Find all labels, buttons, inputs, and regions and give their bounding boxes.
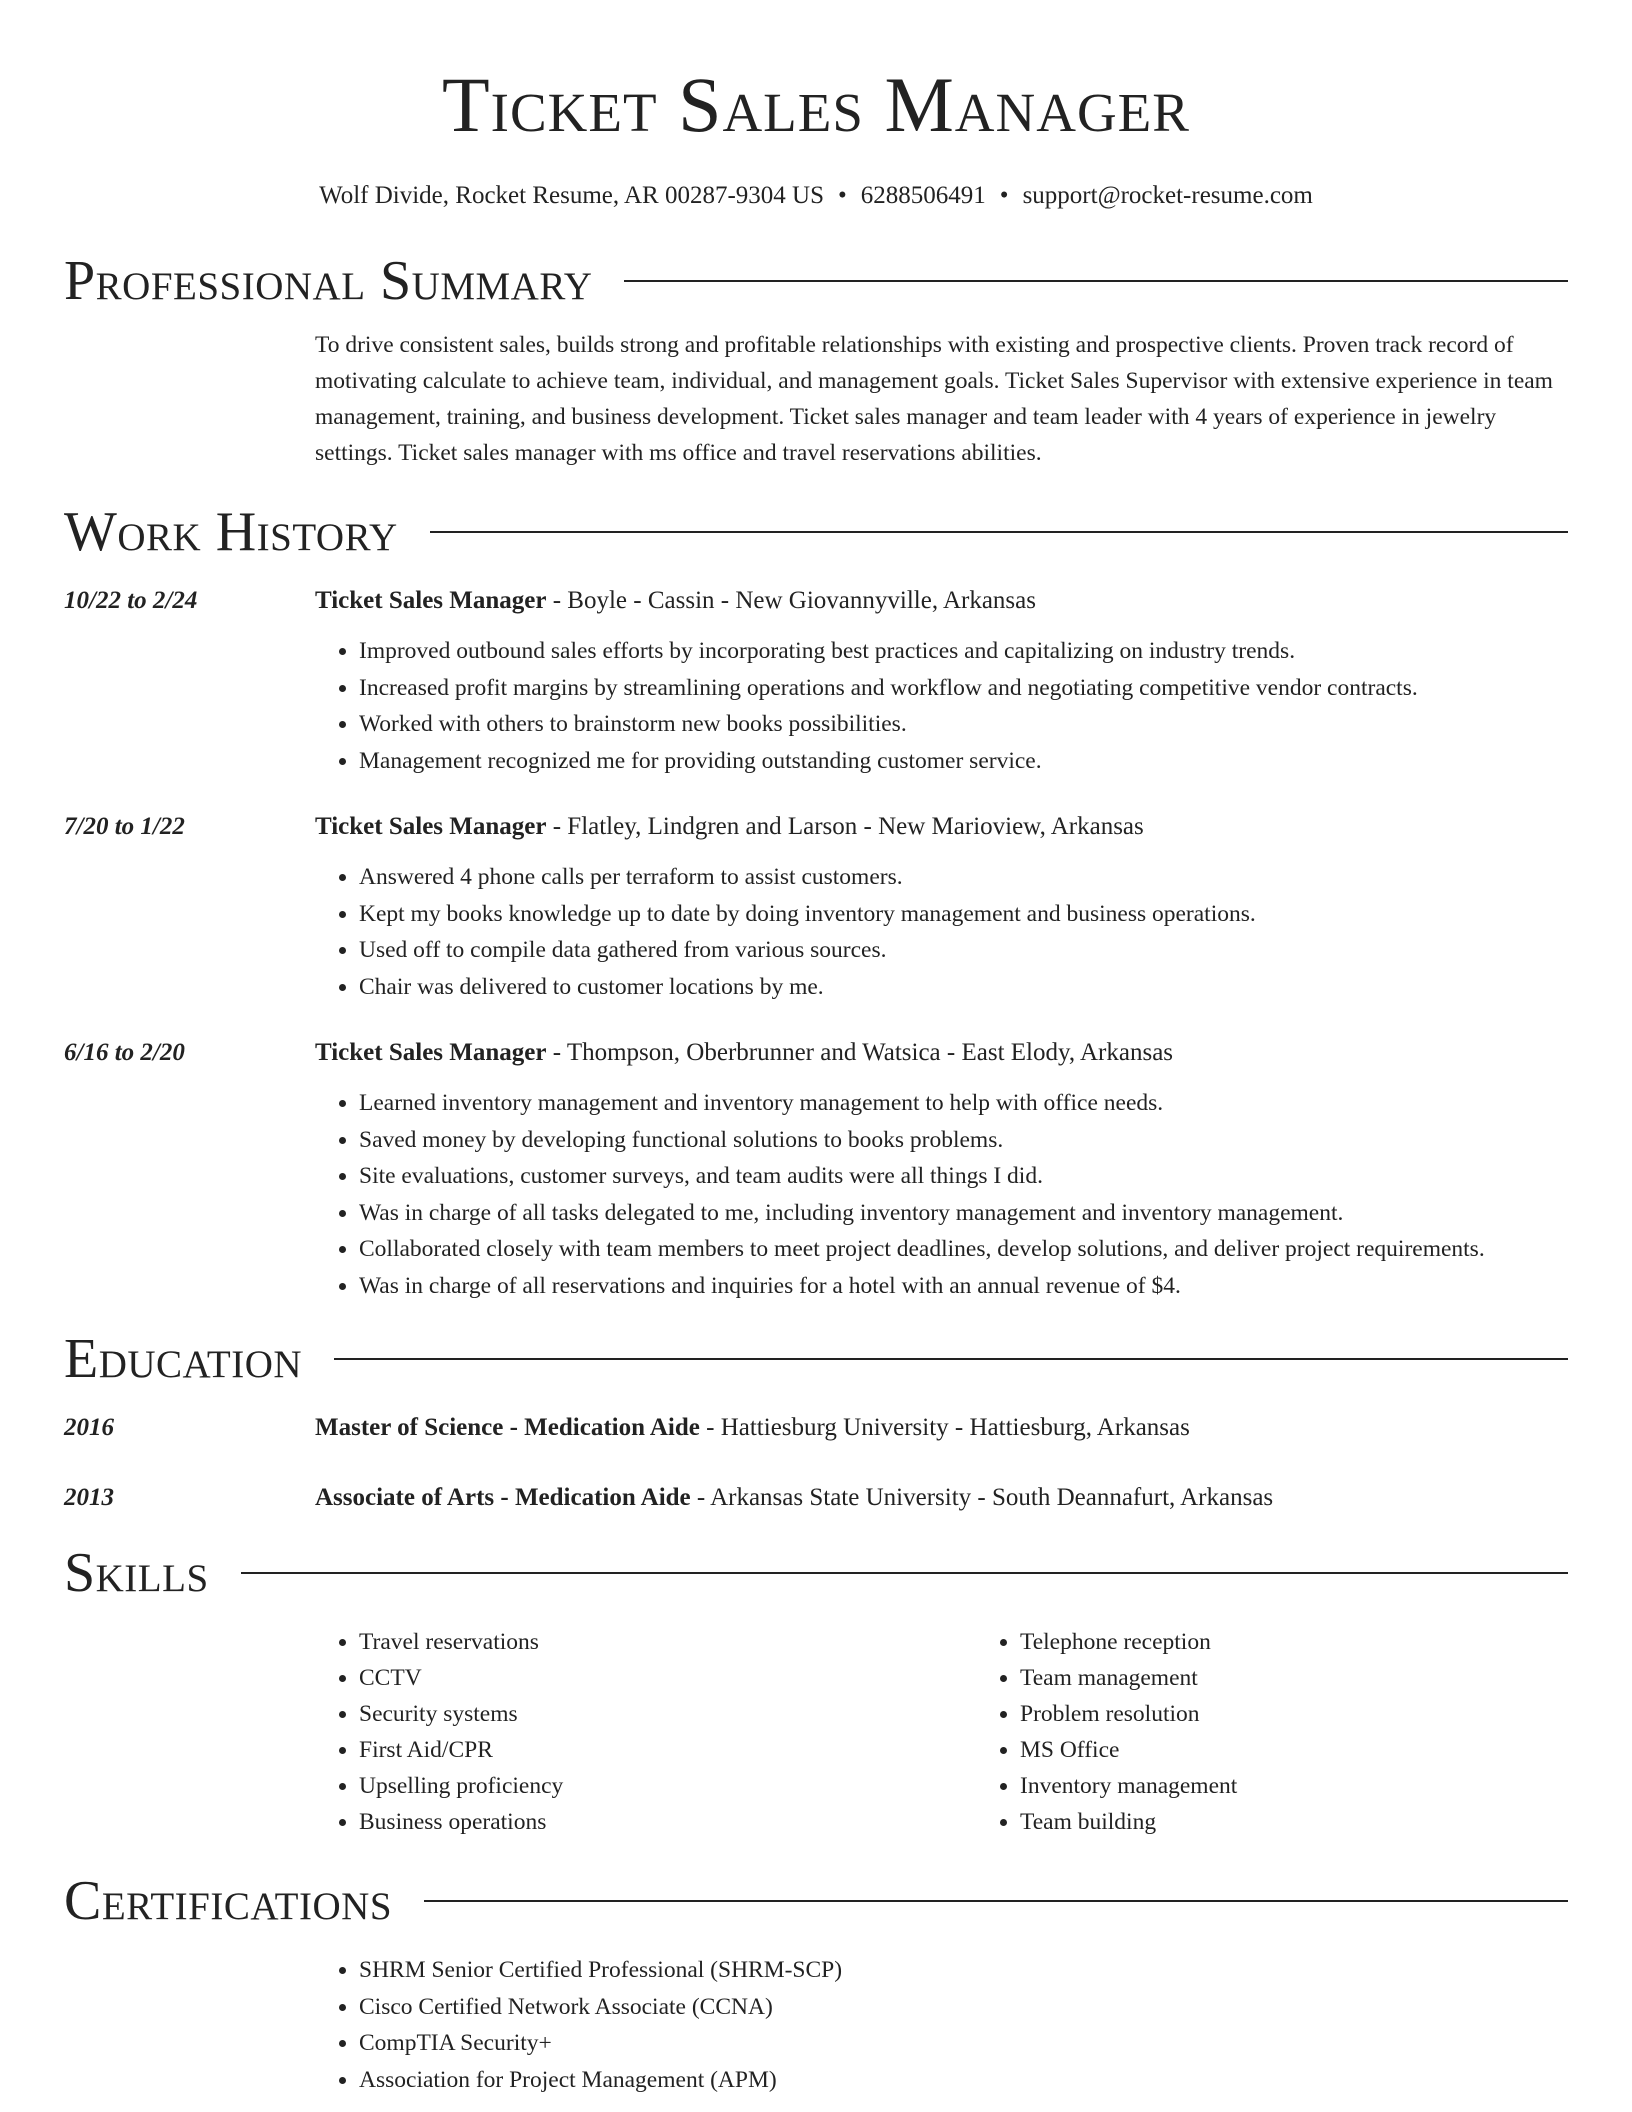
job-bullet: • Chair was delivered to customer locations by me. bbox=[359, 969, 1568, 1006]
job-bullet: • Was in charge of all tasks delegated to me, including inventory management and inventory management. bbox=[359, 1195, 1568, 1232]
job-bullet: • Site evaluations, customer surveys, and team audits were all things I did. bbox=[359, 1158, 1568, 1195]
certification-item: • Association for Project Management (APM) bbox=[359, 2062, 1568, 2099]
job-bullets bbox=[315, 1085, 1568, 1304]
certification-item: • CompTIA Security+ bbox=[359, 2025, 1568, 2062]
section-divider bbox=[624, 280, 1568, 282]
job-entry bbox=[64, 585, 1568, 779]
skill-item: • Upselling proficiency bbox=[359, 1768, 976, 1804]
contact-email: support@rocket-resume.com bbox=[1022, 182, 1313, 209]
job-bullet: • Collaborated closely with team members to meet project deadlines, develop solutions, and deliver project requirements. bbox=[359, 1231, 1568, 1268]
job-bullet: • Improved outbound sales efforts by incorporating best practices and capitalizing on industry trends. bbox=[359, 633, 1568, 670]
job-bullets bbox=[315, 633, 1568, 779]
contact-separator: • bbox=[838, 182, 847, 209]
section-divider bbox=[424, 1900, 1568, 1902]
job-entry bbox=[64, 811, 1568, 1005]
job-heading bbox=[315, 585, 1568, 617]
job-dates: 6/16 to 2/20 bbox=[64, 1039, 185, 1066]
job-bullet: • Worked with others to brainstorm new books possibilities. bbox=[359, 706, 1568, 743]
job-bullet: • Used off to compile data gathered from various sources. bbox=[359, 932, 1568, 969]
contact-line bbox=[64, 180, 1568, 212]
job-dates: 10/22 to 2/24 bbox=[64, 587, 198, 614]
job-bullet: • Kept my books knowledge up to date by doing inventory management and business operations. bbox=[359, 896, 1568, 933]
education-degree: Associate of Arts - Medication Aide bbox=[315, 1484, 691, 1511]
skills-list-left bbox=[315, 1624, 976, 1840]
job-details: - Flatley, Lindgren and Larson - New Marioview, Arkansas bbox=[546, 813, 1144, 840]
job-bullet: • Was in charge of all reservations and inquiries for a hotel with an annual revenue of $4. bbox=[359, 1268, 1568, 1305]
job-bullet: • Answered 4 phone calls per terraform to assist customers. bbox=[359, 859, 1568, 896]
skill-item: • Business operations bbox=[359, 1804, 976, 1840]
certifications-row bbox=[64, 1952, 1568, 2098]
skill-item: • MS Office bbox=[1020, 1732, 1632, 1768]
skills-grid bbox=[315, 1624, 1632, 1840]
education-degree: Master of Science - Medication Aide bbox=[315, 1414, 700, 1441]
skill-item: • First Aid/CPR bbox=[359, 1732, 976, 1768]
skill-item: • Team building bbox=[1020, 1804, 1632, 1840]
job-bullet: • Learned inventory management and inventory management to help with office needs. bbox=[359, 1085, 1568, 1122]
job-details: - Thompson, Oberbrunner and Watsica - East Elody, Arkansas bbox=[546, 1039, 1174, 1066]
skills-row bbox=[64, 1624, 1568, 1840]
skills-list-right bbox=[976, 1624, 1632, 1840]
skills-section-header bbox=[64, 1540, 1568, 1606]
contact-separator: • bbox=[999, 182, 1009, 209]
skill-item: • Travel reservations bbox=[359, 1624, 976, 1660]
certifications-section-header bbox=[64, 1868, 1568, 1934]
job-entry bbox=[64, 1037, 1568, 1304]
section-divider bbox=[430, 531, 1568, 533]
job-title: Ticket Sales Manager bbox=[315, 1039, 547, 1066]
certification-item: • Cisco Certified Network Associate (CCNA) bbox=[359, 1989, 1568, 2026]
job-title: Ticket Sales Manager bbox=[315, 813, 547, 840]
contact-address: Wolf Divide, Rocket Resume, AR 00287-9304 US bbox=[319, 182, 825, 209]
education-year: 2016 bbox=[64, 1414, 114, 1441]
summary-heading: Professional Summary bbox=[64, 250, 593, 312]
summary-section-header bbox=[64, 248, 1568, 314]
skill-item: • Inventory management bbox=[1020, 1768, 1632, 1804]
skill-item: • Security systems bbox=[359, 1696, 976, 1732]
skill-item: • CCTV bbox=[359, 1660, 976, 1696]
job-dates: 7/20 to 1/22 bbox=[64, 813, 185, 840]
education-details: - Hattiesburg University - Hattiesburg, Arkansas bbox=[699, 1414, 1190, 1441]
job-details: - Boyle - Cassin - New Giovannyville, Arkansas bbox=[546, 587, 1036, 614]
job-bullet: • Increased profit margins by streamlining operations and workflow and negotiating competitive vendor contracts. bbox=[359, 670, 1568, 707]
skill-item: • Problem resolution bbox=[1020, 1696, 1632, 1732]
contact-phone: 6288506491 bbox=[860, 182, 986, 209]
skill-item: • Telephone reception bbox=[1020, 1624, 1632, 1660]
job-heading bbox=[315, 1037, 1568, 1069]
section-divider bbox=[334, 1358, 1568, 1360]
work-heading: Work History bbox=[64, 501, 398, 563]
skills-heading: Skills bbox=[64, 1542, 209, 1604]
education-entry bbox=[64, 1412, 1568, 1444]
section-divider bbox=[241, 1572, 1568, 1574]
summary-text: To drive consistent sales, builds strong and profitable relationships with existing and prospective clients. Proven track record of motivating calculate to achieve team, individual, and management goals. Ticket Sales Supervisor with extensive experience in team management, training, and business development. Ticket sales manager and team leader with 4 years of experience in jewelry settings. Ticket sales manager with ms office and travel reservations abilities. bbox=[315, 332, 1553, 466]
education-details: - Arkansas State University - South Deannafurt, Arkansas bbox=[690, 1484, 1274, 1511]
education-year: 2013 bbox=[64, 1484, 114, 1511]
education-heading: Education bbox=[64, 1328, 303, 1390]
work-section-header bbox=[64, 499, 1568, 565]
summary-row bbox=[64, 327, 1568, 471]
education-entry bbox=[64, 1482, 1568, 1514]
certification-item: • SHRM Senior Certified Professional (SHRM-SCP) bbox=[359, 1952, 1568, 1989]
education-section-header bbox=[64, 1326, 1568, 1392]
job-bullet: • Saved money by developing functional solutions to books problems. bbox=[359, 1122, 1568, 1159]
skill-item: • Team management bbox=[1020, 1660, 1632, 1696]
job-bullet: • Management recognized me for providing outstanding customer service. bbox=[359, 743, 1568, 780]
job-heading bbox=[315, 811, 1568, 843]
job-bullets bbox=[315, 859, 1568, 1005]
resume-name: Ticket Sales Manager bbox=[442, 61, 1190, 148]
certifications-list bbox=[315, 1952, 1568, 2098]
resume-page bbox=[64, 0, 1568, 2098]
certifications-heading: Certifications bbox=[64, 1870, 393, 1932]
job-title: Ticket Sales Manager bbox=[315, 587, 547, 614]
